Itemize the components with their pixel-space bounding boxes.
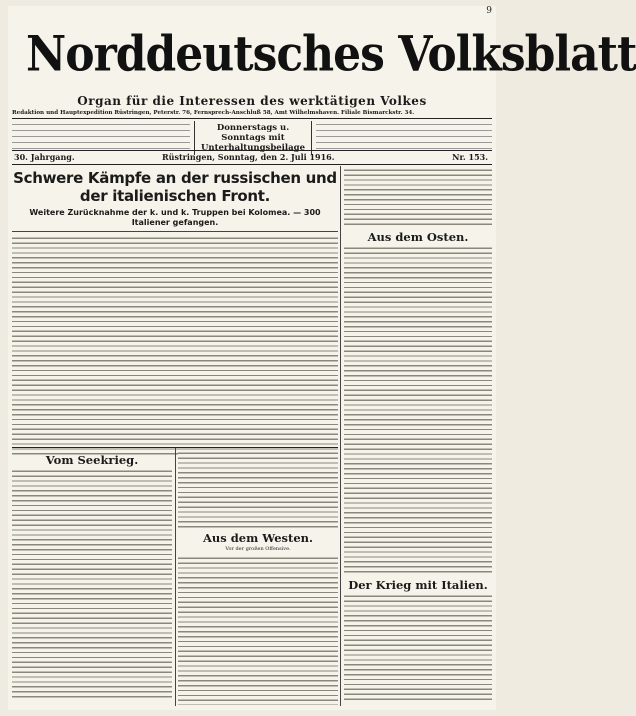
main-article-body <box>12 235 338 455</box>
osten-title: Aus dem Osten. <box>367 230 469 244</box>
masthead-subtitle: Organ für die Interessen des werktätigen Volkes <box>77 94 427 108</box>
supplement-notice: Donnerstags u. Sonntags mit Unterhaltungsbeilage <box>194 121 312 155</box>
westen-column <box>178 450 338 706</box>
italien-title: Der Krieg mit Italien. <box>348 578 488 592</box>
rule-top <box>12 118 492 119</box>
seekrieg-column <box>12 450 172 706</box>
headline-rule <box>12 231 338 232</box>
price-notice-block <box>12 121 190 149</box>
dateline <box>12 151 492 163</box>
body-text-lines <box>12 235 338 455</box>
column-divider-right <box>340 166 341 706</box>
newspaper-page <box>8 6 636 710</box>
masthead-title: Norddeutsches Volksblatt <box>26 26 636 83</box>
seekrieg-text-lines <box>12 468 172 700</box>
right-column <box>344 167 492 707</box>
rule-dateline-bottom <box>12 164 492 165</box>
main-headline: Schwere Kämpfe an der russischen und der italienischen Front. <box>13 169 337 205</box>
issue-number: Nr. 153. <box>452 152 488 162</box>
westen-subtitle: Vor der großen Offensive. <box>225 546 291 552</box>
seekrieg-title: Vom Seekrieg. <box>45 453 139 467</box>
main-article <box>12 167 338 447</box>
osten-text-lines <box>344 245 492 575</box>
column-divider-left <box>175 448 176 706</box>
page-number: 9 <box>486 6 492 16</box>
redaktion-line: Redaktion und Hauptexpedition Rüstringen, Peterstr. 76, Fernsprech-Anschluß 58, Amt Wilhelmshaven. Filiale Bismarckstr. 34. <box>12 110 415 116</box>
westen-text-lines <box>178 555 338 705</box>
main-subheadline: Weitere Zurücknahme der k. und k. Truppen bei Kolomea. — 300 Italiener gefangen. <box>29 208 321 227</box>
westen-title: Aus dem Westen. <box>202 531 314 545</box>
rule-mid <box>12 447 338 448</box>
right-top-text-lines <box>344 167 492 227</box>
westen-top-text-lines <box>178 450 338 528</box>
jahrgang: 30. Jahrgang. <box>14 152 75 162</box>
italien-text-lines <box>344 593 492 703</box>
issue-date: Rüstringen, Sonntag, den 2. Juli 1916. <box>162 152 335 162</box>
advert-notice-block <box>316 121 492 149</box>
